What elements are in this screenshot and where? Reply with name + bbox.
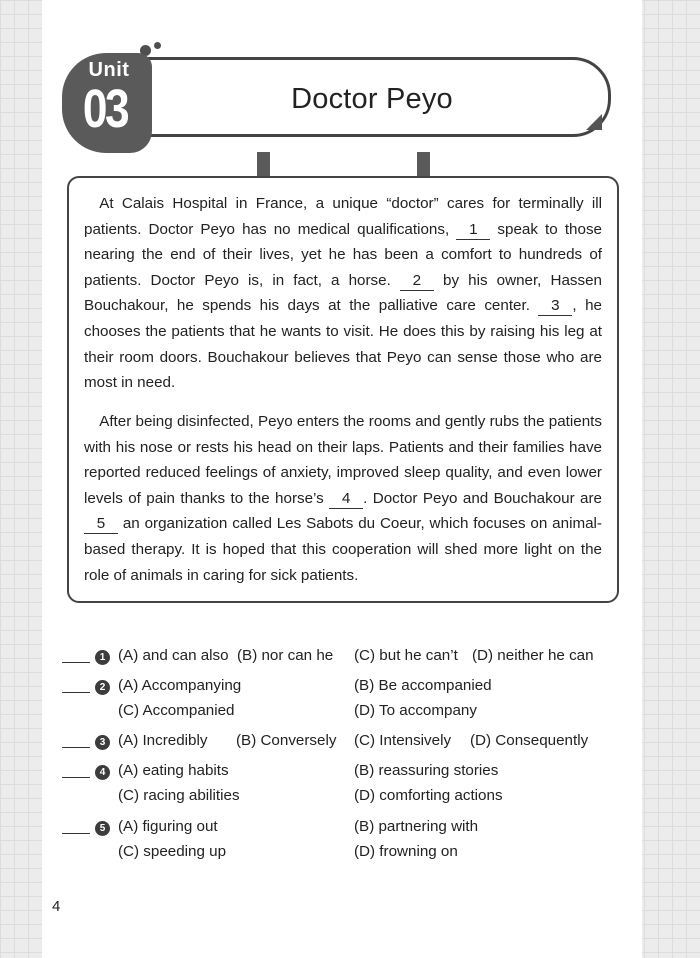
passage-text: an organization called Les Sabots du Coeur, which focuses on animal-based therapy. It is hoped that this cooperation will shed more light on the role of animals in caring for sick patients. xyxy=(84,515,602,584)
unit-label: Unit xyxy=(88,59,130,81)
option-c: (C) Intensively xyxy=(354,732,452,749)
answer-blank[interactable] xyxy=(62,777,90,778)
option-c: (C) Accompanied xyxy=(118,702,235,719)
blank-2: 2 xyxy=(400,272,434,291)
decorative-dot xyxy=(154,42,161,49)
question-2 xyxy=(62,677,622,727)
passage-text: by his owner, Hassen Bouchakour, he spends his days at the palliative care center. xyxy=(84,271,602,315)
option-d: (D) Consequently xyxy=(470,732,589,749)
passage-text: After being disinfected, Peyo enters the rooms and gently rubs the patients with his nose or rests his head on their laps. Patients and their families have reported reduced feelings of anxiety, improved sleep quality, and even lower levels of pain thanks to the horse’s xyxy=(84,413,602,507)
answer-blank[interactable] xyxy=(62,662,90,663)
question-number: 5 xyxy=(95,821,110,836)
option-b: (B) partnering with xyxy=(354,818,479,835)
passage-paragraph-1 xyxy=(84,191,602,396)
answer-blank[interactable] xyxy=(62,833,90,834)
passage-text: , he chooses the patients that he wants to visit. He does this by raising his leg at their room doors. Bouchakour believes that Peyo can sense those who are most in need. xyxy=(84,297,602,392)
question-number: 4 xyxy=(95,765,110,780)
option-a: (A) figuring out xyxy=(118,818,218,835)
passage-paragraph-2 xyxy=(84,409,602,588)
option-b: (B) reassuring stories xyxy=(354,762,499,779)
option-a: (A) Accompanying xyxy=(118,677,242,694)
option-c: (C) speeding up xyxy=(118,843,227,860)
page-title: Doctor Peyo xyxy=(291,83,453,115)
option-d: (D) frowning on xyxy=(354,843,458,860)
question-number: 3 xyxy=(95,735,110,750)
blank-3: 3 xyxy=(538,297,572,316)
option-c: (C) but he can’t xyxy=(354,647,458,664)
option-d: (D) comforting actions xyxy=(354,787,503,804)
question-4 xyxy=(62,762,622,812)
question-5 xyxy=(62,818,622,868)
option-b: (B) Conversely xyxy=(236,732,337,749)
option-a: (A) eating habits xyxy=(118,762,229,779)
option-a: (A) and can also xyxy=(118,647,229,664)
question-1 xyxy=(62,647,622,672)
blank-5: 5 xyxy=(84,515,118,534)
answer-blank[interactable] xyxy=(62,747,90,748)
unit-number: 03 xyxy=(82,79,128,139)
question-3 xyxy=(62,732,622,757)
passage-text: . Doctor Peyo and Bouchakour are xyxy=(363,489,602,507)
option-b: (B) Be accompanied xyxy=(354,677,492,694)
question-number: 2 xyxy=(95,680,110,695)
option-d: (D) To accompany xyxy=(354,702,477,719)
option-c: (C) racing abilities xyxy=(118,787,240,804)
blank-4: 4 xyxy=(329,490,363,509)
option-d: (D) neither he can xyxy=(472,647,594,664)
option-a: (A) Incredibly xyxy=(118,732,208,749)
question-number: 1 xyxy=(95,650,110,665)
passage-text: speak to those nearing the end of their lives, yet he has been a comfort to hundreds of patients. Doctor Peyo is, in fact, a horse. xyxy=(84,220,602,289)
option-b: (B) nor can he xyxy=(237,647,334,664)
page-number: 4 xyxy=(52,898,61,915)
passage-text: At Calais Hospital in France, a unique “doctor” cares for terminally ill patients. Doctor Peyo has no medical qualifications, xyxy=(84,195,602,238)
answer-blank[interactable] xyxy=(62,692,90,693)
blank-1: 1 xyxy=(456,221,490,240)
